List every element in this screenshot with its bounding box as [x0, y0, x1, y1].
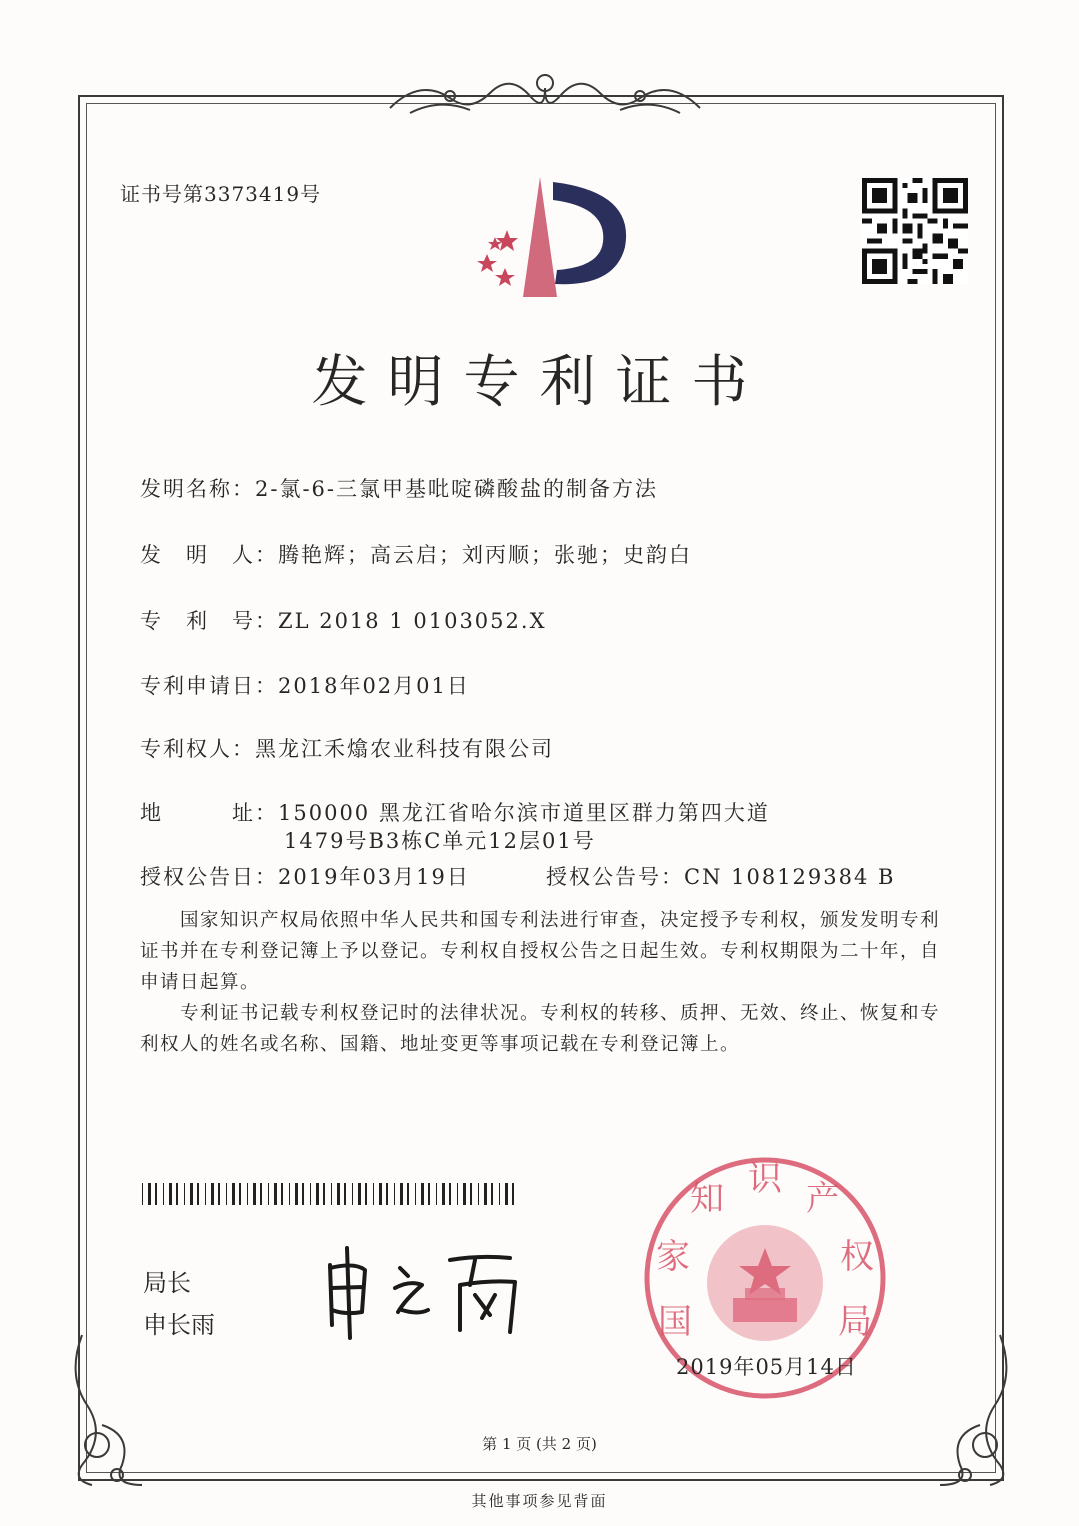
back-note: 其他事项参见背面 — [471, 1492, 608, 1510]
svg-text:局: 局 — [838, 1302, 872, 1342]
director-title: 局长 — [143, 1269, 191, 1297]
patentee-row — [140, 733, 554, 763]
filing-date-value: 2018年02月01日 — [278, 674, 470, 698]
barcode — [142, 1183, 522, 1205]
patentee-value: 黑龙江禾熻农业科技有限公司 — [255, 737, 554, 761]
certificate-title: 发明专利证书 — [311, 350, 768, 415]
filing-date-label: 专利申请日： — [140, 674, 278, 698]
inventors-label: 发 明 人： — [140, 543, 278, 567]
director-signature — [310, 1240, 550, 1340]
svg-text:知: 知 — [690, 1179, 724, 1219]
address-line1: 150000 黑龙江省哈尔滨市道里区群力第四大道 — [278, 801, 770, 825]
svg-text:家: 家 — [656, 1237, 690, 1277]
legal-paragraph-1: 国家知识产权局依照中华人民共和国专利法进行审查，决定授予专利权，颁发发明专利证书并在专利登记簿上予以登记。专利权自授权公告之日起生效。专利权期限为二十年，自申请日起算。 — [140, 910, 941, 993]
certificate-number: 证书号第3373419号 — [120, 182, 322, 206]
corner-ornament-bottom-left — [62, 1325, 172, 1495]
page-number: 第 1 页 (共 2 页) — [482, 1435, 597, 1453]
invention-name-label: 发明名称： — [140, 477, 255, 501]
grant-number-value: CN 108129384 B — [684, 865, 896, 889]
svg-text:产: 产 — [806, 1179, 840, 1219]
inventors-value: 腾艳辉；高云启；刘丙顺；张驰；史韵白 — [278, 543, 692, 567]
cnipa-logo — [465, 172, 640, 302]
address-row — [140, 797, 770, 827]
patent-number-row — [140, 605, 547, 635]
qr-code — [862, 178, 968, 284]
address-label: 地 址： — [140, 801, 278, 825]
inventors-row — [140, 539, 692, 569]
grant-date-row — [140, 861, 470, 891]
seal-date: 2019年05月14日 — [676, 1355, 857, 1379]
grant-number-row — [546, 861, 895, 891]
invention-name-row — [140, 473, 658, 503]
patent-number-label: 专 利 号： — [140, 609, 278, 633]
legal-paragraph-2: 专利证书记载专利权登记时的法律状况。专利权的转移、质押、无效、终止、恢复和专利权人的姓名或名称、国籍、地址变更等事项记载在专利登记簿上。 — [140, 1003, 941, 1055]
patent-number-value: ZL 2018 1 0103052.X — [278, 609, 547, 633]
grant-date-value: 2019年03月19日 — [278, 865, 470, 889]
corner-ornament-bottom-right — [910, 1325, 1020, 1495]
legal-text — [140, 905, 940, 1060]
address-line2: 1479号B3栋C单元12层01号 — [284, 829, 596, 853]
filing-date-row — [140, 670, 470, 700]
invention-name-value: 2-氯-6-三氯甲基吡啶磷酸盐的制备方法 — [255, 477, 659, 501]
grant-number-label: 授权公告号： — [546, 865, 684, 889]
grant-date-label: 授权公告日： — [140, 865, 278, 889]
top-ornament — [380, 68, 710, 128]
svg-text:国: 国 — [658, 1302, 692, 1342]
svg-text:权: 权 — [840, 1237, 874, 1277]
director-name: 申长雨 — [143, 1311, 215, 1339]
svg-text:识: 识 — [748, 1159, 782, 1199]
patentee-label: 专利权人： — [140, 737, 255, 761]
